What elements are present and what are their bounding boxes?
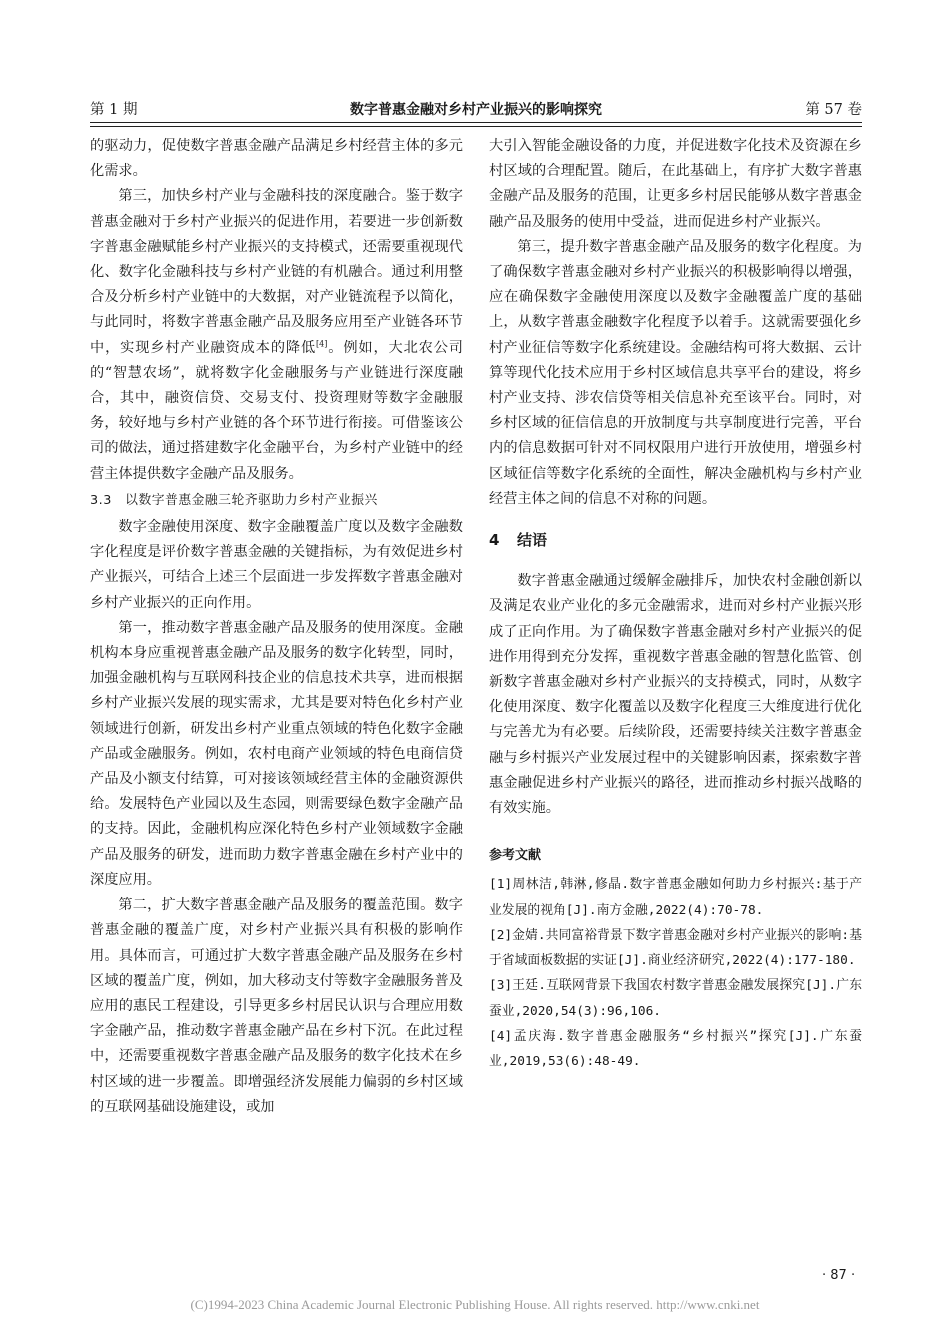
- page-number: · 87 ·: [822, 1268, 856, 1283]
- running-header: [90, 99, 862, 121]
- paragraph: 大引入智能金融设备的力度，并促进数字化技术及资源在乡村区域的合理配置。随后，在此基础上，有序扩大数字普惠金融产品及服务的范围，让更多乡村居民能够从数字普惠金融产品及服务的使用中受益，进而促进乡村产业振兴。: [489, 138, 862, 230]
- paragraph: 第三，提升数字普惠金融产品及服务的数字化程度。为了确保数字普惠金融对乡村产业振兴的积极影响得以增强，应在确保数字金融使用深度以及数字金融覆盖广度的基础上，从数字普惠金融数字化程度予以着手。这就需要强化乡村产业征信等数字化系统建设。金融结构可将大数据、云计算等现代化技术应用于乡村区域信息共享平台的建设，将乡村产业支持、涉农信贷等相关信息补充至该平台。同时，对乡村区域的征信信息的开放制度与共享制度进行完善，平台内的信息数据可针对不同权限用户进行开放使用，增强乡村区域征信等数字化系统的全面性，解决金融机构与乡村产业经营主体之间的信息不对称的问题。: [489, 238, 862, 507]
- reference-item: [3]王廷.互联网背景下我国农村数字普惠金融发展探究[J].广东蚕业,2020,54(3):96,106.: [489, 978, 862, 1019]
- copyright-footer: (C)1994-2023 China Academic Journal Electronic Publishing House. All rights reserved. http://www.cnki.net: [190, 1297, 760, 1312]
- reference-item: [1]周林洁,韩淋,修晶.数字普惠金融如何助力乡村振兴:基于产业发展的视角[J].南方金融,2022(4):70-78.: [489, 877, 862, 918]
- article-title: 数字普惠金融对乡村产业振兴的影响探究: [350, 102, 602, 118]
- references-title: 参考文献: [489, 848, 542, 864]
- reference-item: [2]金婧.共同富裕背景下数字普惠金融对乡村产业振兴的影响:基于省域面板数据的实证[J].商业经济研究,2022(4):177-180.: [489, 927, 862, 969]
- left-column: [90, 134, 463, 1120]
- paragraph: 第一，推动数字普惠金融产品及服务的使用深度。金融机构本身应重视普惠金融产品及服务的数字化转型，同时，加强金融机构与互联网科技企业的信息技术共享，进而根据乡村产业振兴发展的现实需求，尤其是要对特色化乡村产业领域进行创新，研发出乡村产业重点领域的特色化数字金融产品或金融服务。例如，农村电商产业领域的特色电商信贷产品及小额支付结算，可对接该领域经营主体的金融资源供给。发展特色产业园以及生态园，则需要绿色数字金融产品的支持。因此，金融机构应深化特色乡村产业领域数字金融产品及服务的研发，进而助力数字普惠金融在乡村产业中的深度应用。: [90, 619, 463, 888]
- header-rule-thin: [90, 126, 862, 127]
- header-rule-thick: [90, 122, 862, 123]
- citation: [4]: [316, 338, 328, 348]
- subsection-heading: 3.3 以数字普惠金融三轮齐驱助力乡村产业振兴: [90, 492, 378, 508]
- paragraph: 第三，加快乡村产业与金融科技的深度融合。鉴于数字普惠金融对于乡村产业振兴的促进作用，若要进一步创新数字普惠金融赋能乡村产业振兴的支持模式，还需要重视现代化、数字化金融科技与乡村产业链的有机融合。通过利用整合及分析乡村产业链中的大数据，对产业链流程予以简化，与此同时，将数字普惠金融产品及服务应用至产业链各环节中，实现乡村产业融资成本的降低[4]。例如，大北农公司的“智慧农场”，就将数字化金融服务与产业链进行深度融合，其中，融资信贷、交易支付、投资理财等数字金融服务，较好地与乡村产业链的各个环节进行衔接。可借鉴该公司的做法，通过搭建数字化金融平台，为乡村产业链中的经营主体提供数字金融产品及服务。: [90, 188, 463, 482]
- paragraph: 的驱动力，促使数字普惠金融产品满足乡村经营主体的多元化需求。: [90, 138, 463, 180]
- paragraph: 数字普惠金融通过缓解金融排斥，加快农村金融创新以及满足农业产业化的多元金融需求，进而对乡村产业振兴形成了正向作用。为了确保数字普惠金融对乡村产业振兴的促进作用得到充分发挥，重视数字普惠金融的智慧化监管、创新数字普惠金融对乡村产业振兴的支持模式，同时，从数字化使用深度、数字化覆盖以及数字化程度三大维度进行优化与完善尤为有必要。后续阶段，还需要持续关注数字普惠金融与乡村振兴产业发展过程中的关键影响因素，探索数字普惠金融促进乡村产业振兴的路径，进而推动乡村振兴战略的有效实施。: [489, 573, 862, 817]
- volume-number: 第 57 卷: [805, 102, 862, 118]
- right-column: [489, 134, 862, 1074]
- paragraph: 数字金融使用深度、数字金融覆盖广度以及数字金融数字化程度是评价数字普惠金融的关键指标，为有效促进乡村产业振兴，可结合上述三个层面进一步发挥数字普惠金融对乡村产业振兴的正向作用。: [90, 519, 463, 611]
- reference-list: [489, 872, 862, 1074]
- paragraph: 第二，扩大数字普惠金融产品及服务的覆盖范围。数字普惠金融的覆盖广度，对乡村产业振兴具有积极的影响作用。具体而言，可通过扩大数字普惠金融产品及服务在乡村区域的覆盖广度，例如，加大移动支付等数字金融服务普及应用的惠民工程建设，引导更多乡村居民认识与合理应用数字金融产品，推动数字普惠金融产品在乡村下沉。在此过程中，还需要重视数字普惠金融产品及服务的数字化技术在乡村区域的进一步覆盖。即增强经济发展能力偏弱的乡村区域的互联网基础设施建设，或加: [90, 897, 463, 1115]
- section-heading: 4 结语: [489, 531, 548, 550]
- reference-item: [4]孟庆海.数字普惠金融服务“乡村振兴”探究[J].广东蚕业,2019,53(6):48-49.: [489, 1028, 862, 1069]
- issue-number: 第 1 期: [90, 102, 138, 118]
